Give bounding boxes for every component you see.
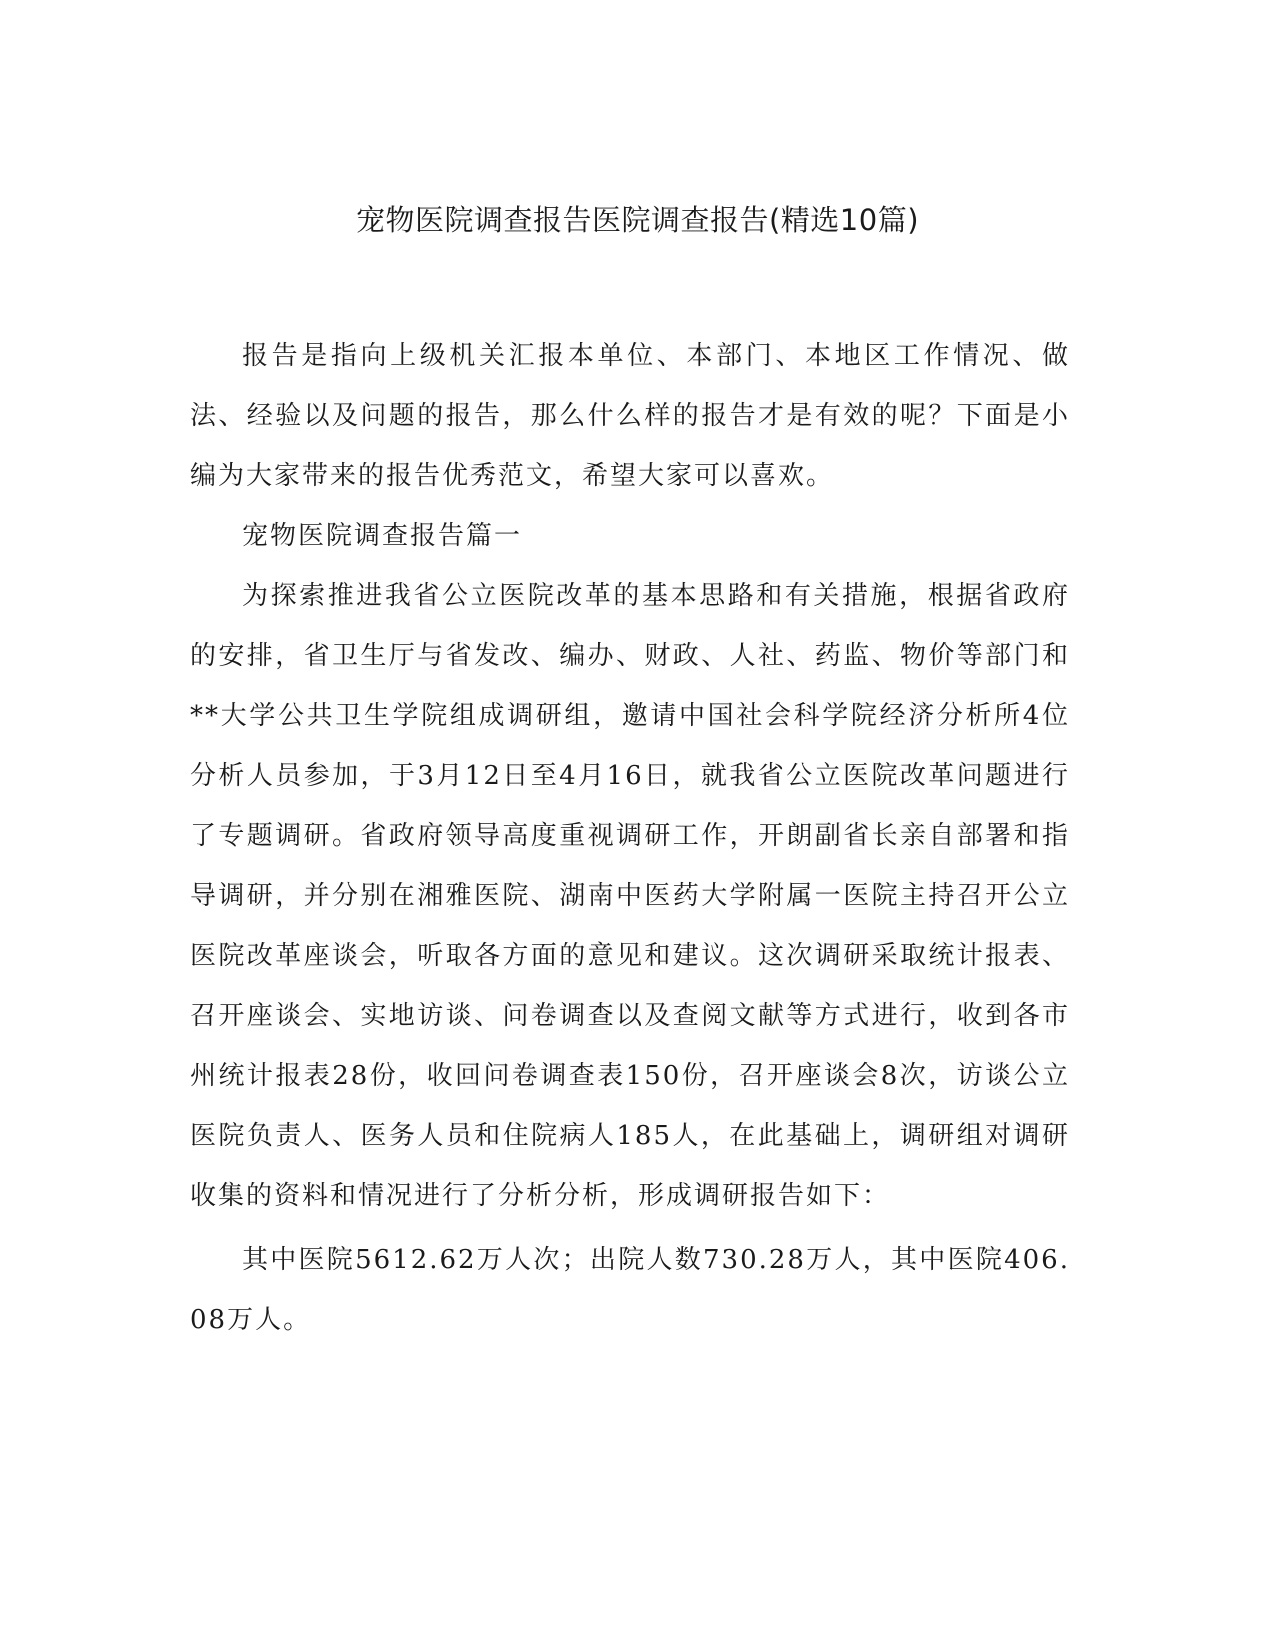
document-title: 宠物医院调查报告医院调查报告(精选10篇) bbox=[355, 203, 920, 237]
body-paragraph: 为探索推进我省公立医院改革的基本思路和有关措施，根据省政府的安排，省卫生厅与省发改、编办、财政、人社、药监、物价等部门和**大学公共卫生学院组成调研组，邀请中国社会科学院经济分析所4位分析人员参加，于3月12日至4月16日，就我省公立医院改革问题进行了专题调研。省政府领导高度重视调研工作，开朗副省长亲自部署和指导调研，并分别在湘雅医院、湖南中医药大学附属一医院主持召开公立医院改革座谈会，听取各方面的意见和建议。这次调研采取统计报表、召开座谈会、实地访谈、问卷调查以及查阅文献等方式进行，收到各市州统计报表28份，收回问卷调查表150份，召开座谈会8次，访谈公立医院负责人、医务人员和住院病人185人，在此基础上，调研组对调研收集的资料和情况进行了分析分析，形成调研报告如下： bbox=[190, 581, 1070, 1211]
document-body bbox=[190, 326, 1070, 1350]
intro-paragraph: 报告是指向上级机关汇报本单位、本部门、本地区工作情况、做法、经验以及问题的报告，那么什么样的报告才是有效的呢？下面是小编为大家带来的报告优秀范文，希望大家可以喜欢。 bbox=[190, 341, 1070, 491]
statistics-paragraph: 其中医院5612.62万人次；出院人数730.28万人，其中医院406.08万人。 bbox=[190, 1245, 1070, 1335]
section-heading: 宠物医院调查报告篇一 bbox=[242, 521, 523, 551]
